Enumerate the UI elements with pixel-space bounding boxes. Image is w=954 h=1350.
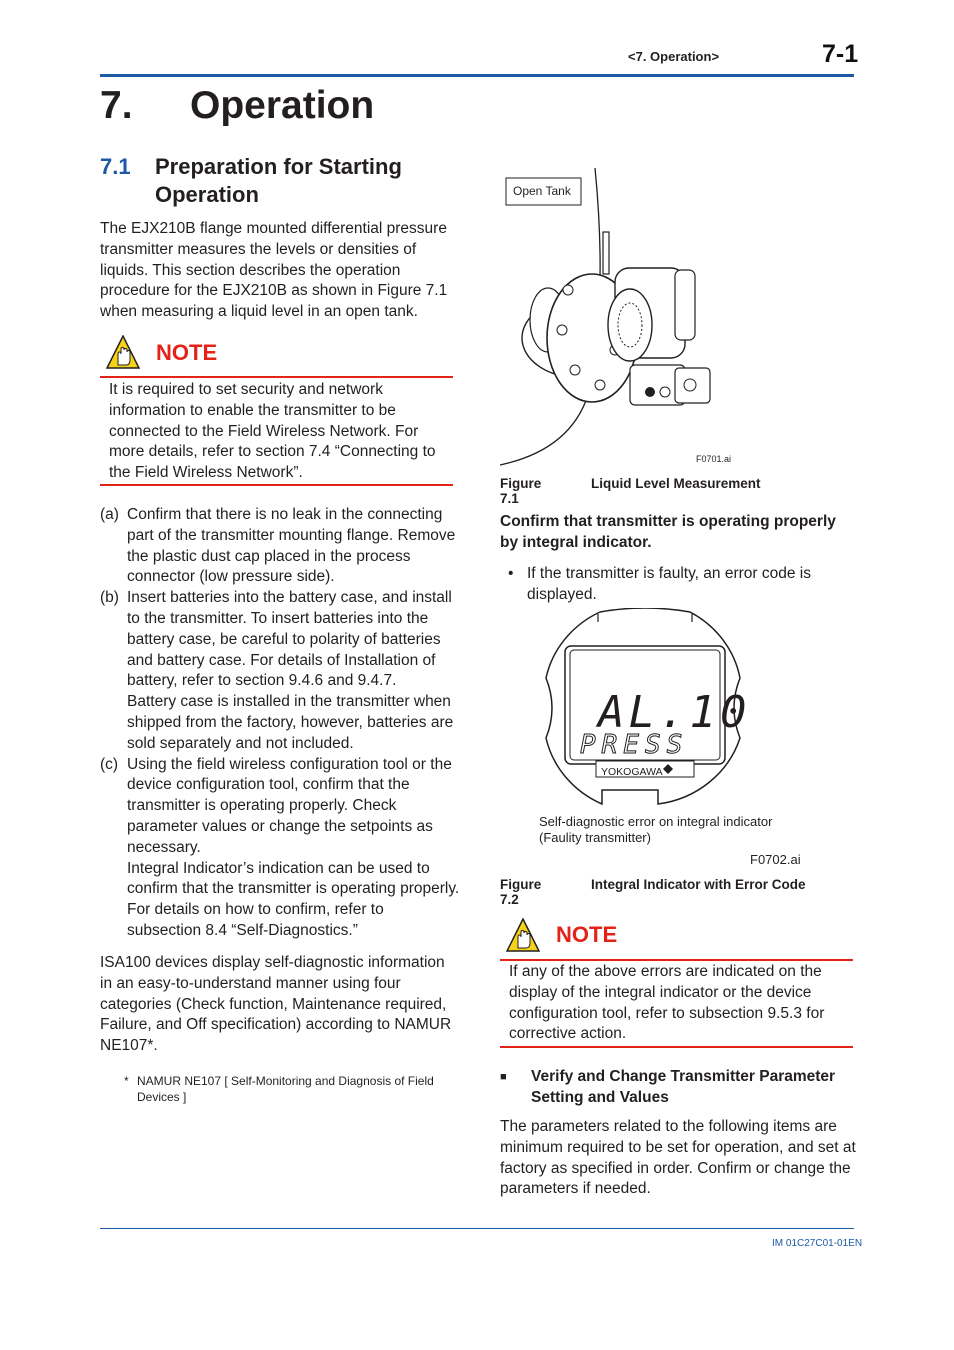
running-header: <7. Operation> xyxy=(628,49,720,64)
brand-logo: YOKOGAWA xyxy=(601,766,663,778)
list-marker: (a) xyxy=(100,506,119,523)
square-bullet-icon: ■ xyxy=(500,1071,507,1083)
chapter-number: 7. xyxy=(100,84,133,127)
footnote xyxy=(124,1074,464,1105)
list-item-text: Using the field wireless configuration tool or the device configuration tool, confirm that the transmitter is operating properly. Check parameter values or change the setpoints as necessary. xyxy=(127,755,452,856)
document-id: IM 01C27C01-01EN xyxy=(772,1238,863,1249)
bullet-item xyxy=(508,564,854,606)
list-item xyxy=(100,505,460,588)
intro-paragraph: The EJX210B flange mounted differential pressure transmitter measures the levels or densities of liquids. This section describes the operation procedure for the EJX210B as shown in Figure 7.1 when measuring a liquid level in an open tank. xyxy=(100,220,448,321)
figure-title: Liquid Level Measurement xyxy=(591,476,761,491)
note-top-rule xyxy=(500,959,853,961)
note-label: NOTE xyxy=(556,922,618,947)
bullet-marker: • xyxy=(508,565,514,582)
page-number: 7-1 xyxy=(822,40,859,68)
indicator-caption xyxy=(539,814,772,846)
list-item xyxy=(100,755,460,942)
subheading-text: Verify and Change Transmitter Parameter Setting and Values xyxy=(531,1068,836,1106)
indicator-caption-line: (Faulity transmitter) xyxy=(539,830,651,845)
note-label: NOTE xyxy=(156,340,218,365)
figure-file-id: F0702.ai xyxy=(750,852,801,867)
isa-paragraph: ISA100 devices display self-diagnostic information in an easy-to-understand manner using four categories (Check function, Maintenance required, Failure, and Off specification) according to NAMUR NE107*. xyxy=(100,954,452,1055)
steps-list xyxy=(100,505,460,942)
list-item xyxy=(100,588,460,754)
confirm-heading: Confirm that transmitter is operating properly by integral indicator. xyxy=(500,513,836,551)
figure-label: Figure 7.1 xyxy=(500,476,542,506)
figure-label: Figure 7.2 xyxy=(500,877,542,907)
chapter-heading xyxy=(100,84,374,128)
transmitter-figure xyxy=(500,160,760,470)
section-title: Preparation for Starting Operation xyxy=(155,154,402,207)
footnote-marker: * xyxy=(124,1074,129,1088)
chapter-title: Operation xyxy=(190,84,375,127)
subheading xyxy=(500,1067,854,1109)
figure-file-id: F0701.ai xyxy=(696,454,732,464)
footnote-text: NAMUR NE107 [ Self-Monitoring and Diagnosis of Field Devices ] xyxy=(137,1074,434,1104)
note-text: It is required to set security and network information to enable the transmitter to be connected to the Field Wireless Network. For more details, refer to section 7.4 “Connecting to the Field Wireless Network”. xyxy=(109,381,436,482)
list-marker: (b) xyxy=(100,589,119,607)
caution-hand-icon xyxy=(106,335,140,369)
note-bottom-rule xyxy=(100,484,453,486)
list-item-text: Battery case is installed in the transmitter when shipped from the factory, however, batteries are sold separately and not included. xyxy=(127,693,454,752)
list-marker: (c) xyxy=(100,755,119,773)
display-sub-text: PRESS xyxy=(580,730,689,760)
list-item-text: Integral Indicator’s indication can be used to confirm that the transmitter is operating properly. For details on how to confirm, refer to subsection 8.4 “Self-Diagnostics.” xyxy=(127,859,460,939)
note-top-rule xyxy=(100,376,453,378)
header-rule xyxy=(100,74,854,77)
list-item-text: Confirm that there is no leak in the connecting part of the transmitter mounting flange. Remove the plastic dust cap placed in the process connector (low pressure side). xyxy=(127,506,456,586)
list-item-text: Insert batteries into the battery case, and install to the transmitter. To insert batteries into the battery case, be careful to polarity of batteries and battery case. For details of Installation of battery, refer to section 9.4.6 and 9.4.7. xyxy=(127,589,452,690)
display-error-code: AL.10 xyxy=(598,687,751,738)
figure-title: Integral Indicator with Error Code xyxy=(591,877,806,892)
note-text: If any of the above errors are indicated on the display of the integral indicator or the device configuration tool, refer to subsection 9.5.3 for corrective action. xyxy=(509,963,825,1043)
bullet-text: If the transmitter is faulty, an error code is displayed. xyxy=(527,565,811,603)
caution-hand-icon xyxy=(506,918,540,952)
footer-rule xyxy=(100,1228,854,1229)
open-tank-callout: Open Tank xyxy=(513,184,571,198)
section-number: 7.1 xyxy=(100,154,131,179)
indicator-caption-line: Self-diagnostic error on integral indicator xyxy=(539,814,773,829)
params-paragraph: The parameters related to the following items are minimum required to be set for operation, and set at factory as specified in order. Confirm or change the parameters if needed. xyxy=(500,1118,856,1198)
note-bottom-rule xyxy=(500,1046,853,1048)
